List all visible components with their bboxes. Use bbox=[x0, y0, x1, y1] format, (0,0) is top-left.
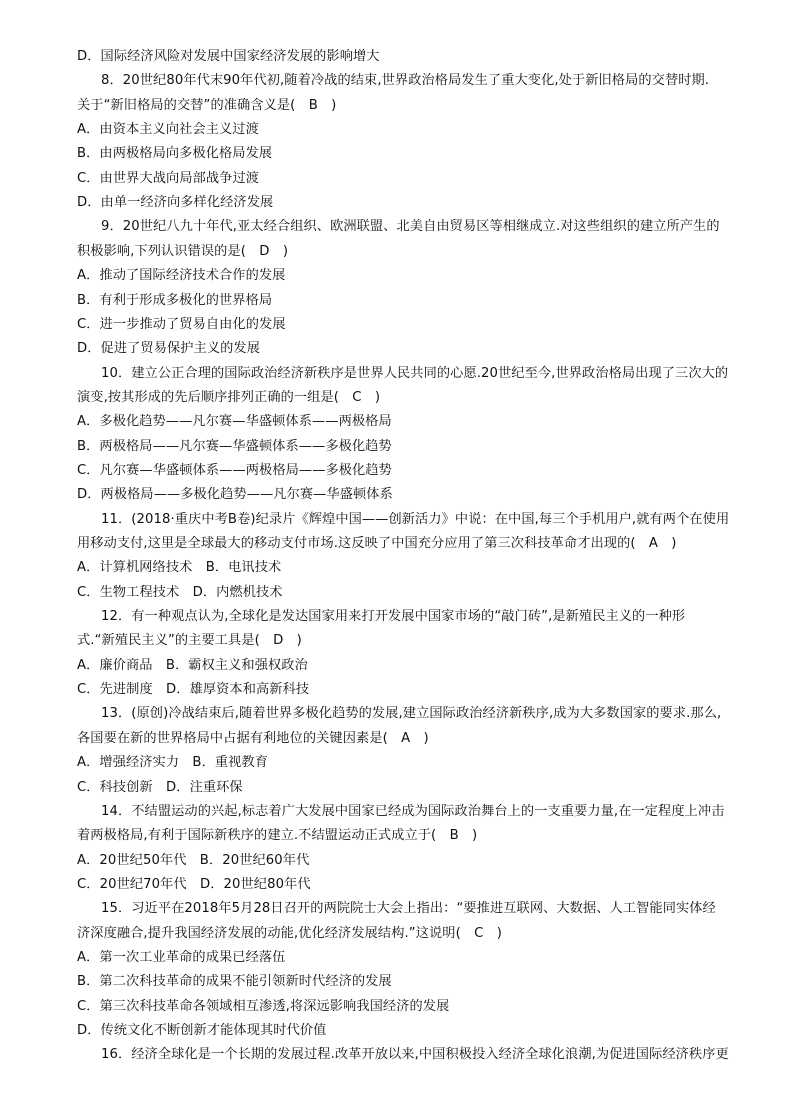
answer-option: C．先进制度 D．雄厚资本和高新科技 bbox=[77, 682, 310, 698]
answer-option: D．促进了贸易保护主义的发展 bbox=[77, 341, 260, 357]
question-stem: 12．有一种观点认为,全球化是发达国家用来打开发展中国家市场的“敲门砖”,是新殖民主义的一种形 bbox=[101, 609, 686, 625]
question-continuation: 着两极格局,有利于国际新秩序的建立.不结盟运动正式成立于( B ) bbox=[77, 828, 478, 844]
answer-option: D．国际经济风险对发展中国家经济发展的影响增大 bbox=[77, 49, 380, 64]
answer-option: A．计算机网络技术 B．电讯技术 bbox=[77, 560, 282, 576]
question-continuation: 济深度融合,提升我国经济发展的动能,优化经济发展结构.”这说明( C ) bbox=[77, 925, 502, 941]
answer-option: D．两极格局——多极化趋势——凡尔赛—华盛顿体系 bbox=[77, 487, 393, 503]
answer-option: C．科技创新 D．注重环保 bbox=[77, 779, 243, 795]
answer-option: C．由世界大战向局部战争过渡 bbox=[77, 170, 260, 186]
answer-option: A．由资本主义向社会主义过渡 bbox=[77, 122, 259, 138]
question-continuation: 各国要在新的世界格局中占据有利地位的关键因素是( A ) bbox=[77, 730, 429, 746]
answer-option: D．由单一经济向多样化经济发展 bbox=[77, 195, 274, 211]
question-continuation: 积极影响,下列认识错误的是( D ) bbox=[77, 243, 289, 259]
answer-option: C．凡尔赛—华盛顿体系——两极格局——多极化趋势 bbox=[77, 462, 392, 478]
question-stem: 9．20世纪八九十年代,亚太经合组织、欧洲联盟、北美自由贸易区等相继成立.对这些组织的建立所产生的 bbox=[101, 219, 720, 235]
answer-option: A．20世纪50年代 B．20世纪60年代 bbox=[77, 852, 310, 868]
question-continuation: 关于“新旧格局的交替”的准确含义是( B ) bbox=[77, 97, 337, 113]
answer-option: C．进一步推动了贸易自由化的发展 bbox=[77, 316, 286, 332]
answer-option: C．第三次科技革命各领域相互渗透,将深远影响我国经济的发展 bbox=[77, 998, 450, 1014]
question-continuation: 用移动支付,这里是全球最大的移动支付市场.这反映了中国充分应用了第三次科技革命才出现的( A ) bbox=[77, 536, 677, 551]
question-stem: 14．不结盟运动的兴起,标志着广大发展中国家已经成为国际政治舞台上的一支重要力量,在一定程度上冲击 bbox=[101, 803, 725, 819]
question-stem: 8．20世纪80年代末90年代初,随着冷战的结束,世界政治格局发生了重大变化,处于新旧格局的交替时期. bbox=[101, 73, 710, 89]
answer-option: B．由两极格局向多极化格局发展 bbox=[77, 146, 273, 162]
answer-option: B．第二次科技革命的成果不能引领新时代经济的发展 bbox=[77, 974, 392, 990]
answer-option: A．多极化趋势——凡尔赛—华盛顿体系——两极格局 bbox=[77, 414, 392, 430]
question-stem: 16．经济全球化是一个长期的发展过程.改革开放以来,中国积极投入经济全球化浪潮,为促进国际经济秩序更 bbox=[101, 1047, 729, 1063]
answer-option: A．推动了国际经济技术合作的发展 bbox=[77, 268, 286, 284]
answer-option: C．生物工程技术 D．内燃机技术 bbox=[77, 584, 283, 600]
answer-option: A．第一次工业革命的成果已经落伍 bbox=[77, 949, 286, 965]
answer-option: B．两极格局——凡尔赛—华盛顿体系——多极化趋势 bbox=[77, 438, 392, 454]
answer-option: D．传统文化不断创新才能体现其时代价值 bbox=[77, 1023, 327, 1038]
question-stem: 15．习近平在2018年5月28日召开的两院院士大会上指出：“要推进互联网、大数据、人工智能同实体经 bbox=[101, 901, 716, 917]
question-stem: 11．(2018·重庆中考B卷)纪录片《辉煌中国——创新活力》中说：在中国,每三个手机用户,就有两个在使用 bbox=[101, 511, 730, 527]
answer-option: B．有利于形成多极化的世界格局 bbox=[77, 292, 273, 308]
answer-option: A．增强经济实力 B．重视教育 bbox=[77, 755, 269, 771]
answer-option: C．20世纪70年代 D．20世纪80年代 bbox=[77, 876, 311, 892]
question-stem: 10．建立公正合理的国际政治经济新秩序是世界人民共同的心愿.20世纪至今,世界政治格局出现了三次大的 bbox=[101, 365, 729, 381]
question-stem: 13．(原创)冷战结束后,随着世界多极化趋势的发展,建立国际政治经济新秩序,成为大多数国家的要求.那么, bbox=[101, 706, 722, 722]
answer-option: A．廉价商品 B．霸权主义和强权政治 bbox=[77, 657, 308, 673]
question-continuation: 演变,按其形成的先后顺序排列正确的一组是( C ) bbox=[77, 389, 381, 405]
question-continuation: 式.“新殖民主义”的主要工具是( D ) bbox=[77, 633, 302, 649]
